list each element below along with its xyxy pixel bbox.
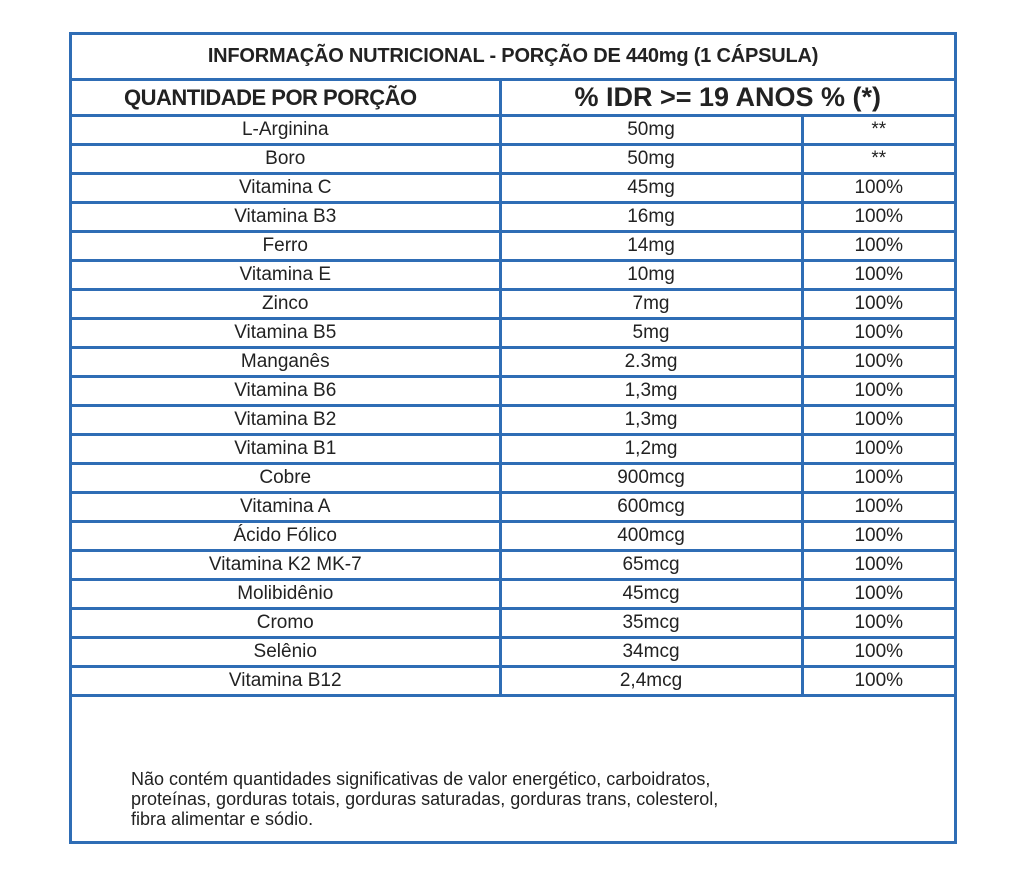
nutrient-amount: 1,2mg bbox=[500, 435, 802, 464]
nutrient-amount: 1,3mg bbox=[500, 406, 802, 435]
table-row bbox=[72, 203, 954, 232]
table-row bbox=[72, 609, 954, 638]
nutrient-name: Vitamina B6 bbox=[72, 377, 500, 406]
nutrient-idr: 100% bbox=[802, 551, 954, 580]
nutrient-amount: 45mg bbox=[500, 174, 802, 203]
nutrient-name: Molibidênio bbox=[72, 580, 500, 609]
nutrient-name: L-Arginina bbox=[72, 116, 500, 145]
table-row bbox=[72, 667, 954, 696]
nutrient-name: Manganês bbox=[72, 348, 500, 377]
nutrient-amount: 900mcg bbox=[500, 464, 802, 493]
nutrient-idr: ** bbox=[802, 145, 954, 174]
nutrient-amount: 35mcg bbox=[500, 609, 802, 638]
nutrient-amount: 2,4mcg bbox=[500, 667, 802, 696]
table-row bbox=[72, 116, 954, 145]
table-row bbox=[72, 435, 954, 464]
table-row bbox=[72, 406, 954, 435]
footnote: Não contém quantidades significativas de valor energético, carboidratos, proteínas, gorduras totais, gorduras saturadas, gorduras trans, colesterol, fibra alimentar e sódio. bbox=[131, 769, 719, 829]
table-row bbox=[72, 580, 954, 609]
table-row bbox=[72, 638, 954, 667]
nutrient-name: Vitamina B3 bbox=[72, 203, 500, 232]
nutrient-amount: 2.3mg bbox=[500, 348, 802, 377]
table-row bbox=[72, 319, 954, 348]
nutrient-amount: 400mcg bbox=[500, 522, 802, 551]
table-row bbox=[72, 290, 954, 319]
nutrient-idr: 100% bbox=[802, 290, 954, 319]
nutrient-name: Vitamina B1 bbox=[72, 435, 500, 464]
nutrient-name: Selênio bbox=[72, 638, 500, 667]
table-row bbox=[72, 464, 954, 493]
table-row bbox=[72, 551, 954, 580]
nutrient-name: Ácido Fólico bbox=[72, 522, 500, 551]
nutrient-name: Cobre bbox=[72, 464, 500, 493]
nutrient-amount: 45mcg bbox=[500, 580, 802, 609]
nutrient-idr: 100% bbox=[802, 174, 954, 203]
nutrient-name: Zinco bbox=[72, 290, 500, 319]
nutrient-name: Vitamina B12 bbox=[72, 667, 500, 696]
nutrient-idr: 100% bbox=[802, 522, 954, 551]
nutrition-facts-panel bbox=[69, 32, 957, 844]
table-row bbox=[72, 377, 954, 406]
nutrient-idr: 100% bbox=[802, 464, 954, 493]
nutrient-name: Vitamina E bbox=[72, 261, 500, 290]
nutrient-idr: 100% bbox=[802, 232, 954, 261]
nutrient-idr: 100% bbox=[802, 377, 954, 406]
nutrient-idr: 100% bbox=[802, 667, 954, 696]
nutrient-amount: 16mg bbox=[500, 203, 802, 232]
column-header-quantity: QUANTIDADE POR PORÇÃO bbox=[72, 80, 500, 116]
nutrient-amount: 600mcg bbox=[500, 493, 802, 522]
table-row bbox=[72, 348, 954, 377]
nutrient-idr: 100% bbox=[802, 493, 954, 522]
column-header-idr: % IDR >= 19 ANOS % (*) bbox=[500, 80, 954, 116]
nutrient-amount: 7mg bbox=[500, 290, 802, 319]
nutrient-amount: 65mcg bbox=[500, 551, 802, 580]
nutrient-idr: 100% bbox=[802, 319, 954, 348]
nutrient-name: Vitamina B5 bbox=[72, 319, 500, 348]
nutrient-amount: 5mg bbox=[500, 319, 802, 348]
nutrient-amount: 50mg bbox=[500, 145, 802, 174]
table-row bbox=[72, 522, 954, 551]
nutrient-idr: 100% bbox=[802, 348, 954, 377]
table-row bbox=[72, 145, 954, 174]
nutrient-amount: 50mg bbox=[500, 116, 802, 145]
nutrient-idr: 100% bbox=[802, 580, 954, 609]
nutrient-name: Vitamina B2 bbox=[72, 406, 500, 435]
nutrient-idr: 100% bbox=[802, 638, 954, 667]
nutrient-amount: 14mg bbox=[500, 232, 802, 261]
table-row bbox=[72, 232, 954, 261]
nutrient-idr: 100% bbox=[802, 406, 954, 435]
nutrient-name: Vitamina K2 MK-7 bbox=[72, 551, 500, 580]
nutrient-name: Ferro bbox=[72, 232, 500, 261]
table-title: INFORMAÇÃO NUTRICIONAL - PORÇÃO DE 440mg (1 CÁPSULA) bbox=[72, 35, 954, 80]
nutrition-table bbox=[72, 35, 954, 697]
nutrient-idr: 100% bbox=[802, 609, 954, 638]
nutrient-amount: 1,3mg bbox=[500, 377, 802, 406]
nutrient-idr: 100% bbox=[802, 261, 954, 290]
nutrient-name: Vitamina C bbox=[72, 174, 500, 203]
table-row bbox=[72, 493, 954, 522]
nutrient-idr: ** bbox=[802, 116, 954, 145]
nutrient-name: Cromo bbox=[72, 609, 500, 638]
nutrient-name: Vitamina A bbox=[72, 493, 500, 522]
nutrient-amount: 34mcg bbox=[500, 638, 802, 667]
nutrient-idr: 100% bbox=[802, 203, 954, 232]
nutrient-name: Boro bbox=[72, 145, 500, 174]
nutrient-amount: 10mg bbox=[500, 261, 802, 290]
table-row bbox=[72, 174, 954, 203]
nutrient-idr: 100% bbox=[802, 435, 954, 464]
table-row bbox=[72, 261, 954, 290]
